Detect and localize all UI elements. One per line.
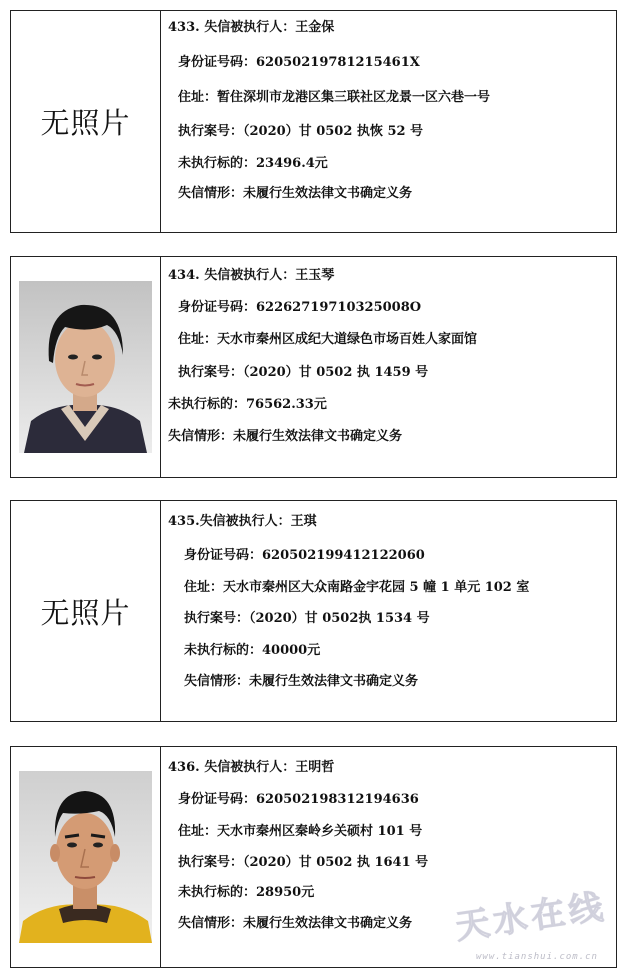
record-card-433	[10, 10, 617, 233]
address: 住址：天水市秦州区大众南路金宇花园 5 幢 1 单元 102 室	[184, 580, 530, 595]
dishonesty-situation: 失信情形：未履行生效法律文书确定义务	[178, 916, 413, 931]
no-photo-label: 无照片	[40, 595, 131, 630]
record-title: 436. 失信被执行人：王明哲	[168, 760, 335, 775]
person-photo	[19, 281, 152, 453]
photo-cell	[11, 11, 161, 232]
unexecuted-amount: 未执行标的：40000元	[184, 643, 321, 658]
photo-cell	[11, 747, 161, 967]
watermark-logo-text: 天水在线	[453, 886, 610, 948]
case-number: 执行案号：（2020）甘 0502执 1534 号	[184, 611, 430, 626]
unexecuted-amount: 未执行标的：28950元	[178, 885, 315, 900]
person-photo	[19, 771, 152, 943]
address: 住址：天水市秦州区成纪大道绿色市场百姓人家面馆	[178, 332, 478, 347]
address: 住址：暂住深圳市龙港区集三联社区龙景一区六巷一号	[178, 90, 491, 105]
site-watermark	[452, 886, 624, 970]
id-number: 身份证号码：620502199412122060	[184, 548, 425, 563]
id-number: 身份证号码：62050219781215461X	[178, 55, 420, 70]
record-card-434	[10, 256, 617, 478]
photo-cell	[11, 501, 161, 721]
case-number: 执行案号：（2020）甘 0502 执恢 52 号	[178, 124, 424, 139]
id-number: 身份证号码：620502198312194636	[178, 792, 419, 807]
unexecuted-amount: 未执行标的：76562.33元	[168, 397, 327, 412]
address: 住址：天水市秦州区秦岭乡关硕村 101 号	[178, 824, 423, 839]
record-card-435	[10, 500, 617, 722]
id-number: 身份证号码：62262719710325008O	[178, 300, 422, 315]
dishonesty-situation: 失信情形：未履行生效法律文书确定义务	[184, 674, 419, 689]
record-title: 434. 失信被执行人：王玉琴	[168, 268, 335, 283]
dishonesty-situation: 失信情形：未履行生效法律文书确定义务	[168, 429, 403, 444]
case-number: 执行案号：（2020）甘 0502 执 1459 号	[178, 365, 429, 380]
photo-cell	[11, 257, 161, 477]
record-title: 433. 失信被执行人：王金保	[168, 20, 335, 35]
case-number: 执行案号：（2020）甘 0502 执 1641 号	[178, 855, 429, 870]
dishonesty-situation: 失信情形：未履行生效法律文书确定义务	[178, 186, 413, 201]
no-photo-label: 无照片	[40, 106, 131, 140]
unexecuted-amount: 未执行标的：23496.4元	[178, 156, 328, 171]
watermark-url: www.tianshui.com.cn	[476, 952, 598, 962]
record-title: 435.失信被执行人：王琪	[168, 514, 317, 529]
